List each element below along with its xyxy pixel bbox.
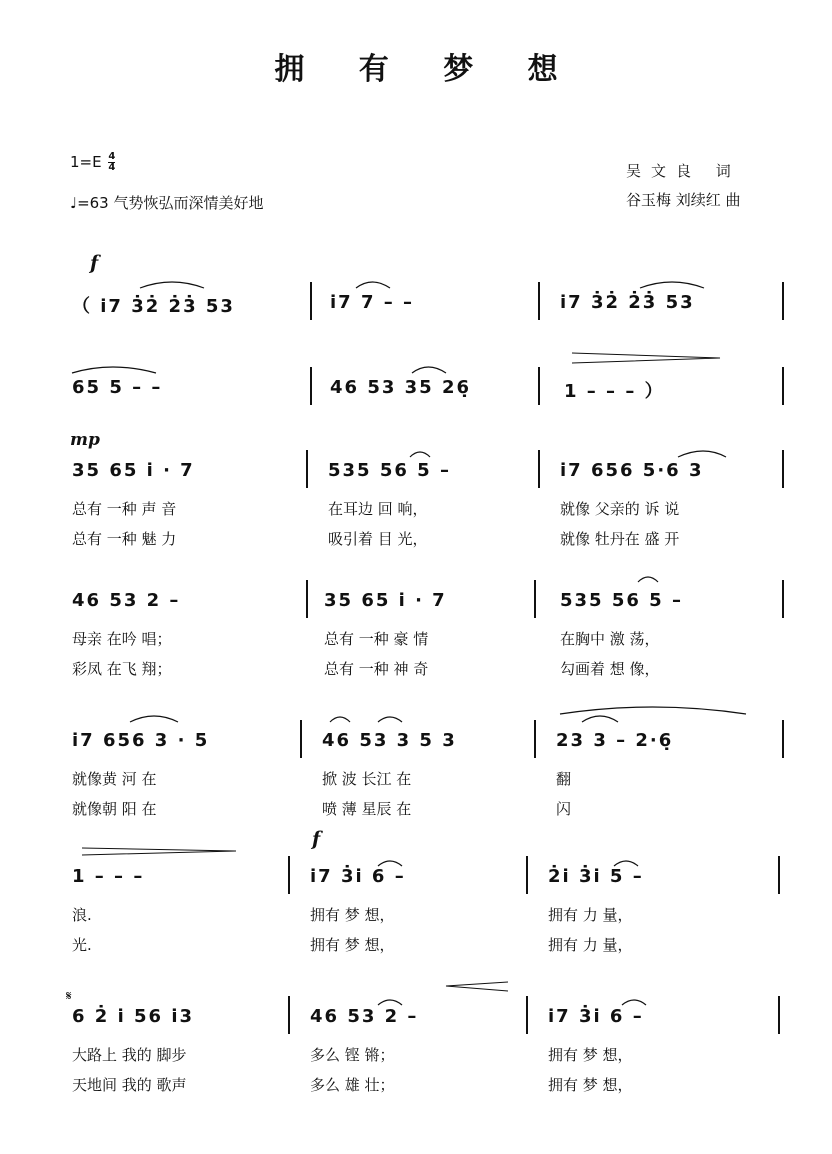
lyric-line-2: 拥有 力 量， [548, 936, 633, 954]
measure-notes: i̇7 656 5·6 3 [560, 460, 704, 481]
lyric-line-2: 就像朝 阳 在 [72, 800, 157, 818]
measure-notes: 46 53 35 26̣ [330, 377, 471, 398]
slur [130, 716, 178, 722]
slur [356, 282, 390, 288]
lyric-line-2: 拥有 梦 想， [310, 936, 395, 954]
lyric-line-2: 彩凤 在飞 翔； [72, 660, 172, 678]
song-title: 拥 有 梦 想 [274, 52, 580, 87]
lyric-line-1: 就像黄 河 在 [72, 770, 157, 788]
barline [538, 282, 540, 320]
measure-notes: i̇7 3̇2̇ 2̇3̇ 53 [560, 292, 695, 313]
crescendo-hairpin [446, 982, 508, 991]
slur [582, 716, 618, 722]
slur [140, 282, 204, 288]
barline [288, 856, 290, 894]
lyric-line-1: 掀 波 长江 在 [322, 770, 412, 788]
barline [288, 996, 290, 1034]
barline [306, 450, 308, 488]
lyric-line-1: 多么 铿 锵； [310, 1046, 395, 1064]
lyric-line-2: 多么 雄 壮； [310, 1076, 395, 1094]
measure-notes: i̇7 3̇i̇ 6 – [310, 866, 406, 887]
lyric-line-2: 光. [72, 936, 92, 954]
slur [410, 452, 430, 457]
barline [778, 856, 780, 894]
measure-notes: 6 2̇ i̇ 56 i̇3 [72, 1006, 195, 1027]
lyric-line-1: 总有 一种 声 音 [72, 500, 177, 518]
lyric-line-1: 大路上 我的 脚步 [72, 1046, 187, 1064]
measure-notes: 1 – – – ） [564, 381, 665, 402]
lyric-line-1: 拥有 力 量， [548, 906, 633, 924]
barline [526, 996, 528, 1034]
slur [378, 717, 402, 722]
measure-notes: i̇7 3̇i̇ 6 – [548, 1006, 644, 1027]
slur [72, 367, 156, 373]
measure-notes: i̇7 7 – – [330, 292, 415, 313]
slur [678, 451, 726, 457]
dynamic-mezzo-piano: mp [70, 430, 100, 450]
time-signature [108, 152, 115, 173]
barline [526, 856, 528, 894]
lyric-line-2: 勾画着 想 像， [560, 660, 660, 678]
lyric-line-2: 拥有 梦 想， [548, 1076, 633, 1094]
segno-icon: 𝄋 [66, 989, 72, 1004]
lyric-line-1: 翻 [556, 770, 572, 788]
measure-notes: 46 53 3 5 3 [322, 730, 457, 751]
barline [300, 720, 302, 758]
measure-notes: （ i̇7 3̇2̇ 2̇3̇ 53 [72, 296, 235, 317]
barline [782, 580, 784, 618]
lyric-line-1: 母亲 在吟 唱； [72, 630, 172, 648]
lyric-line-2: 闪 [556, 800, 572, 818]
barline [310, 282, 312, 320]
time-bottom: 4 [108, 162, 116, 173]
barline [306, 580, 308, 618]
measure-notes: 65 5 – – [72, 377, 163, 398]
dynamic-forte: f [90, 252, 99, 274]
measure-notes: 23 3 – 2·6̣ [556, 730, 674, 751]
measure-notes: 35 65 i̇ · 7 [324, 590, 447, 611]
measure-notes: 1 – – – [72, 866, 145, 887]
decrescendo-hairpin-2 [82, 848, 236, 855]
barline [782, 720, 784, 758]
slur [560, 707, 746, 714]
lyric-line-1: 浪. [72, 906, 92, 924]
lyric-line-1: 拥有 梦 想， [548, 1046, 633, 1064]
barline [782, 450, 784, 488]
decrescendo-hairpin [572, 353, 720, 363]
dynamic-forte-2: f [312, 828, 321, 850]
measure-notes: 535 56 5 – [328, 460, 451, 481]
lyric-line-1: 拥有 梦 想， [310, 906, 395, 924]
barline [782, 367, 784, 405]
barline [538, 450, 540, 488]
measure-notes: 35 65 i̇ · 7 [72, 460, 195, 481]
measure-notes: 46 53 2 – [310, 1006, 419, 1027]
slur [640, 282, 704, 288]
barline [534, 580, 536, 618]
slur [378, 1000, 402, 1005]
key-label: 1=E [70, 153, 102, 171]
lyric-line-1: 总有 一种 豪 情 [324, 630, 429, 648]
lyric-line-2: 喷 薄 星辰 在 [322, 800, 412, 818]
measure-notes: 535 56 5 – [560, 590, 683, 611]
slur [412, 367, 446, 373]
key-signature [70, 152, 115, 173]
measure-notes: i̇7 656 3 · 5 [72, 730, 210, 751]
barline [538, 367, 540, 405]
tempo-marking: ♩=63 气势恢弘而深情美好地 [70, 194, 264, 212]
barline [534, 720, 536, 758]
time-top: 4 [108, 151, 116, 162]
slur [622, 1000, 646, 1005]
lyric-line-2: 天地间 我的 歌声 [72, 1076, 187, 1094]
measure-notes: 2̇i̇ 3̇i̇ 5 – [548, 866, 644, 887]
measure-notes: 46 53 2 – [72, 590, 181, 611]
barline [310, 367, 312, 405]
slur [330, 717, 350, 722]
barline [778, 996, 780, 1034]
lyric-line-1: 就像 父亲的 诉 说 [560, 500, 680, 518]
lyric-line-2: 吸引着 目 光， [328, 530, 428, 548]
lyric-line-2: 总有 一种 魅 力 [72, 530, 177, 548]
lyricist-credit: 吴文良 词 [626, 162, 741, 180]
lyric-line-2: 总有 一种 神 奇 [324, 660, 429, 678]
barline [782, 282, 784, 320]
lyric-line-1: 在耳边 回 响， [328, 500, 428, 518]
lyric-line-1: 在胸中 激 荡， [560, 630, 660, 648]
slur [638, 577, 658, 582]
composer-credit: 谷玉梅 刘续红 曲 [626, 191, 741, 209]
lyric-line-2: 就像 牡丹在 盛 开 [560, 530, 680, 548]
